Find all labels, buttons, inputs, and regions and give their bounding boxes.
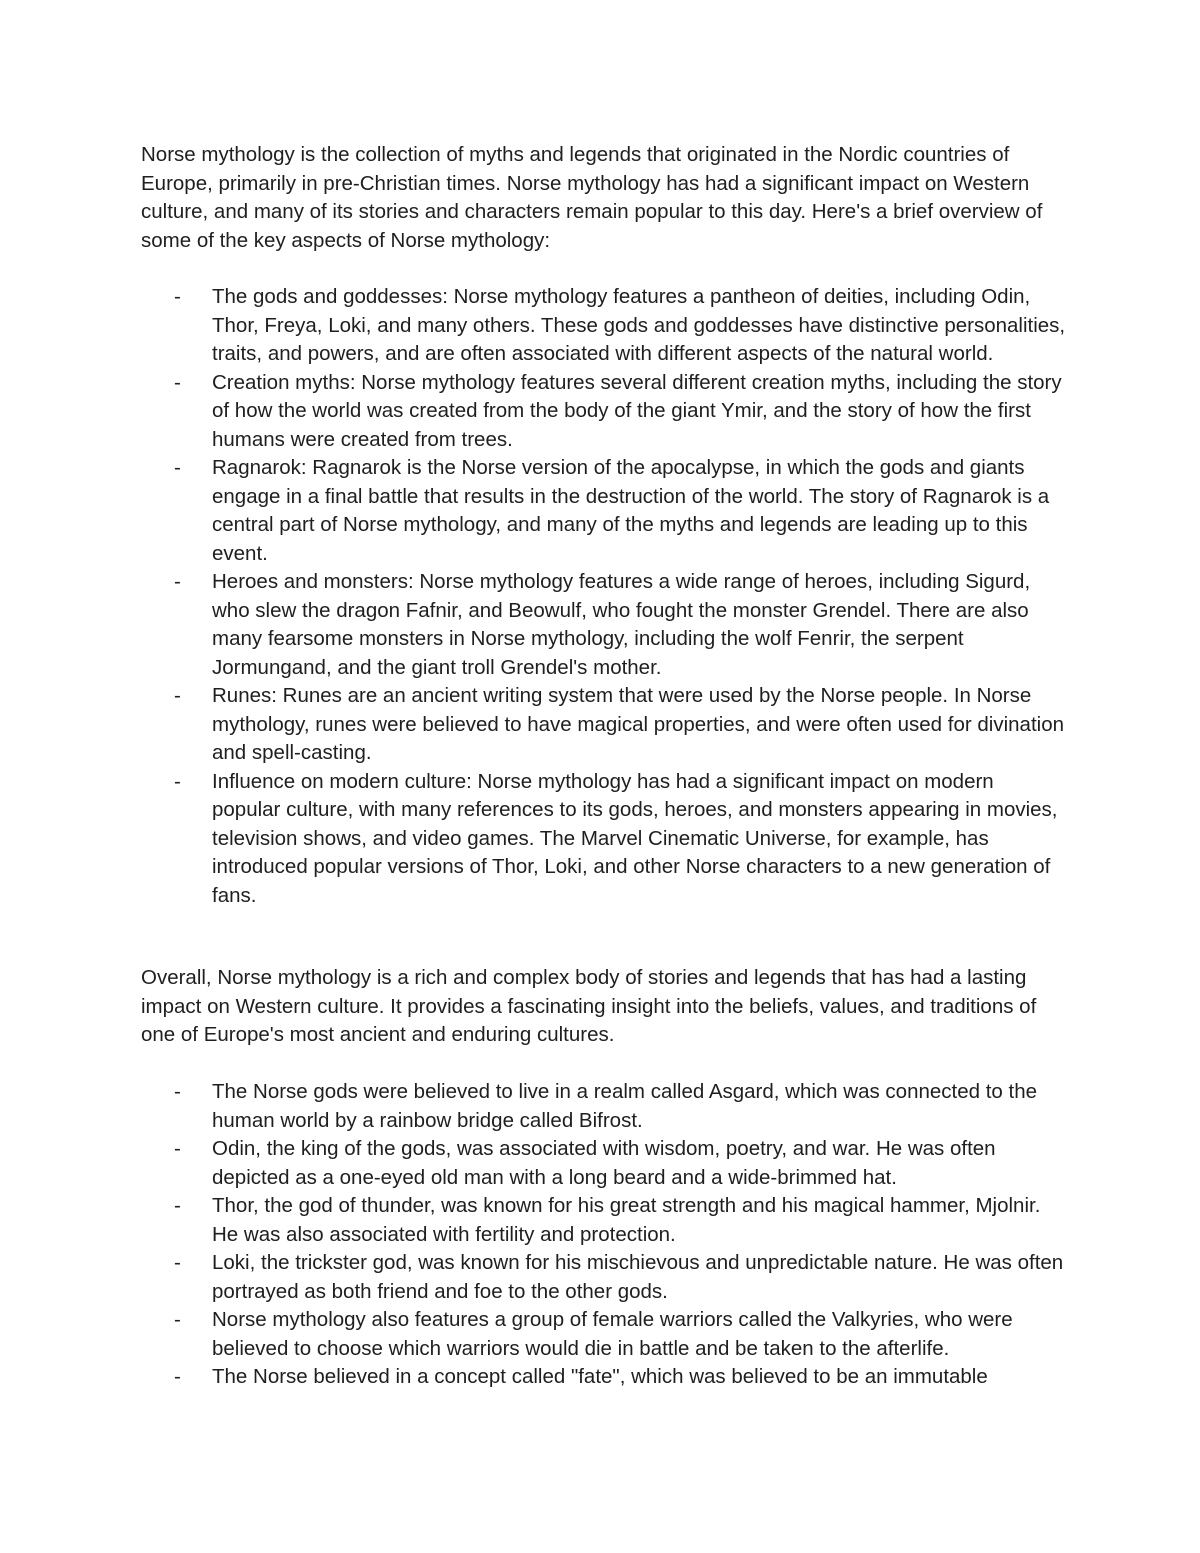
list-item — [141, 682, 1066, 768]
list-item-text: Norse mythology also features a group of female warriors called the Valkyries, who were believed to choose which warriors would die in battle and be taken to the afterlife. — [212, 1308, 1013, 1360]
list-item — [141, 1192, 1066, 1249]
bullet-dash: - — [174, 1308, 181, 1331]
bullet-dash: - — [174, 285, 181, 308]
overall-paragraph: Overall, Norse mythology is a rich and complex body of stories and legends that has had a lasting impact on Western culture. It provides a fascinating insight into the beliefs, values, and traditions of one of Europe's most ancient and enduring cultures. — [141, 966, 1037, 1046]
facts-list — [141, 1078, 1066, 1392]
list-item-text: Heroes and monsters: Norse mythology features a wide range of heroes, including Sigurd, who slew the dragon Fafnir, and Beowulf, who fought the monster Grendel. There are also many fearsome monsters in Norse mythology, including the wolf Fenrir, the serpent Jormungand, and the giant troll Grendel's mother. — [212, 570, 1031, 679]
list-item-text: Ragnarok: Ragnarok is the Norse version of the apocalypse, in which the gods and giants engage in a final battle that results in the destruction of the world. The story of Ragnarok is a central part of Norse mythology, and many of the myths and legends are leading up to this event. — [212, 456, 1050, 565]
list-item-text: Creation myths: Norse mythology features several different creation myths, including the story of how the world was created from the body of the giant Ymir, and the story of how the first humans were created from trees. — [212, 370, 1062, 451]
list-item-text: The Norse gods were believed to live in a realm called Asgard, which was connected to the human world by a rainbow bridge called Bifrost. — [212, 1080, 1038, 1132]
list-item-text: The gods and goddesses: Norse mythology features a pantheon of deities, including Odin, Thor, Freya, Loki, and many others. These gods and goddesses have distinctive personalities, traits, and powers, and are often associated with different aspects of the natural world. — [212, 285, 1066, 365]
bullet-dash: - — [174, 1194, 181, 1217]
intro-paragraph: Norse mythology is the collection of myths and legends that originated in the Nordic countries of Europe, primarily in pre-Christian times. Norse mythology has had a significant impact on Western culture, and many of its stories and characters remain popular to this day. Here's a brief overview of some of the key aspects of Norse mythology: — [141, 143, 1043, 252]
bullet-dash: - — [174, 684, 181, 707]
list-item — [141, 283, 1066, 369]
bullet-dash: - — [174, 769, 181, 793]
list-item-text: Runes: Runes are an ancient writing system that were used by the Norse people. In Norse mythology, runes were believed to have magical properties, and were often used for divination and spell-casting. — [212, 684, 1064, 764]
bullet-dash: - — [174, 456, 181, 479]
bullet-dash: - — [174, 370, 181, 394]
list-item — [141, 1363, 1066, 1392]
bullet-dash: - — [174, 570, 181, 593]
bullet-dash: - — [174, 1251, 181, 1274]
bullet-dash: - — [174, 1365, 181, 1388]
bullet-dash: - — [174, 1080, 181, 1103]
aspects-list — [141, 283, 1066, 910]
bullet-dash: - — [174, 1137, 181, 1160]
list-item-text: Loki, the trickster god, was known for his mischievous and unpredictable nature. He was often portrayed as both friend and foe to the other gods. — [212, 1251, 1064, 1303]
list-item-text: The Norse believed in a concept called "fate", which was believed to be an immutable — [212, 1365, 988, 1388]
list-item — [141, 768, 1066, 911]
list-item — [141, 1078, 1066, 1135]
list-item — [141, 1306, 1066, 1363]
list-item-text: Odin, the king of the gods, was associated with wisdom, poetry, and war. He was often depicted as a one-eyed old man with a long beard and a wide-brimmed hat. — [212, 1137, 996, 1189]
list-item-text: Thor, the god of thunder, was known for his great strength and his magical hammer, Mjolnir. He was also associated with fertility and protection. — [212, 1194, 1041, 1246]
list-item — [141, 1135, 1066, 1192]
list-item-text: Influence on modern culture: Norse mythology has had a significant impact on modern popular culture, with many references to its gods, heroes, and monsters appearing in movies, television shows, and video games. The Marvel Cinematic Universe, for example, has introduced popular versions of Thor, Loki, and other Norse characters to a new generation of fans. — [212, 769, 1058, 907]
list-item — [141, 568, 1066, 682]
list-item — [141, 1249, 1066, 1306]
list-item — [141, 369, 1066, 455]
list-item — [141, 454, 1066, 568]
